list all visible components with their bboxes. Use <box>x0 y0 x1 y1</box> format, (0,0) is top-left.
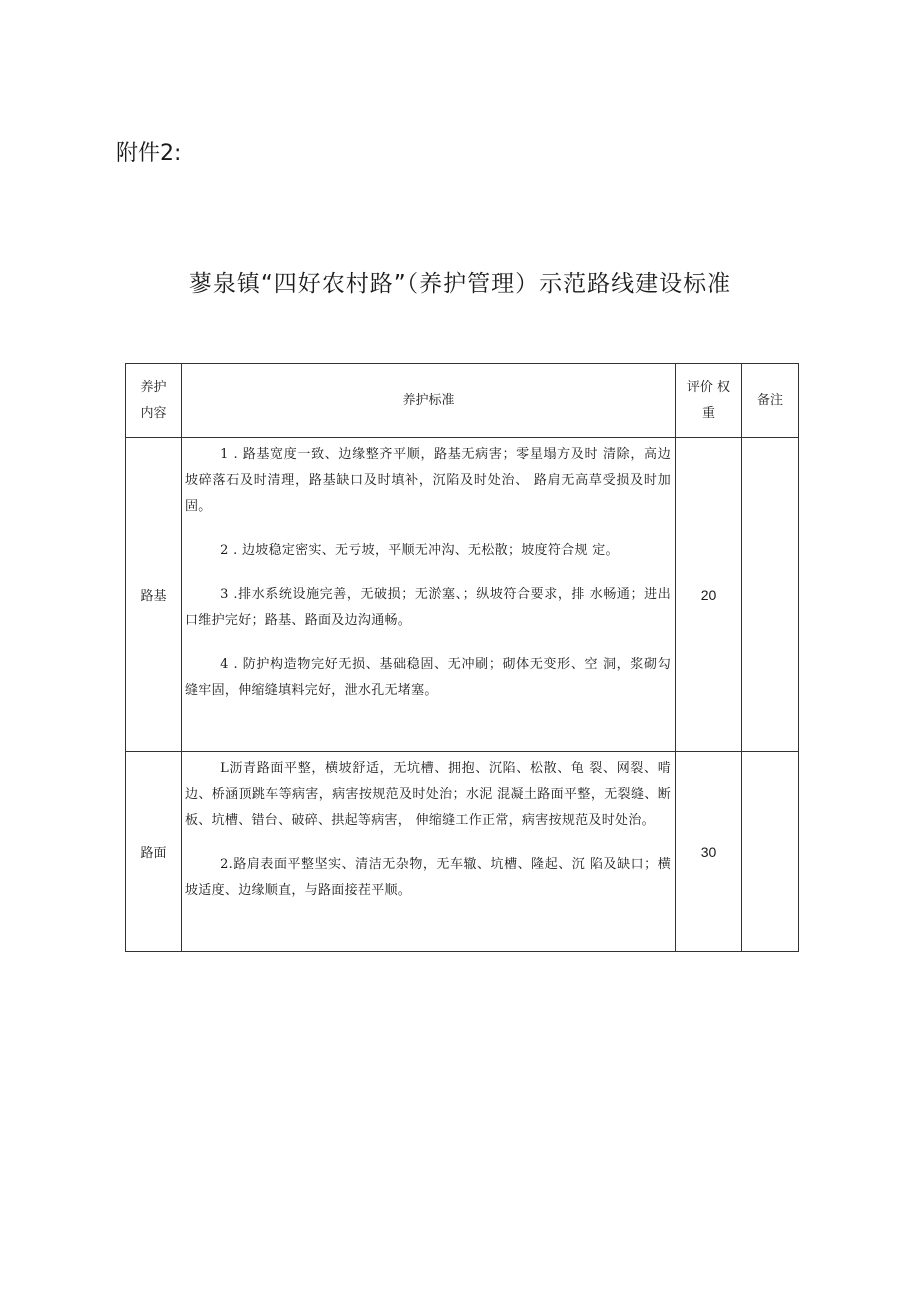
table-row <box>126 752 799 952</box>
row-weight-subgrade: 20 <box>676 438 742 752</box>
table-row <box>126 438 799 752</box>
table-header-row <box>126 364 799 438</box>
header-content: 养护内容 <box>126 364 182 438</box>
document-title: 蓼泉镇“四好农村路”（养护管理）示范路线建设标准 <box>188 271 732 297</box>
row-item-subgrade: 路基 <box>126 438 182 752</box>
row-weight-pavement: 30 <box>676 752 742 952</box>
row-item-pavement: 路面 <box>126 752 182 952</box>
standard-paragraph: 1 . 路基宽度一致、边缘整齐平顺，路基无病害；零星塌方及时 清除，高边坡碎落石及时清理，路基缺口及时填补，沉陷及时处治、 路肩无高草受损及时加固。 <box>185 447 671 514</box>
row-standards-pavement <box>182 752 676 952</box>
attachment-label: 附件2: <box>116 141 182 166</box>
standard-paragraph: 3 .排水系统设施完善，无破损；无淤塞、；纵坡符合要求，排 水畅通；进出口维护完好；路基、路面及边沟通畅。 <box>185 587 671 628</box>
row-remarks-subgrade <box>742 438 799 752</box>
row-remarks-pavement <box>742 752 799 952</box>
standard-paragraph: 2.路肩表面平整坚实、清洁无杂物，无车辙、坑槽、隆起、沉 陷及缺口；横坡适度、边缘顺直，与路面接茬平顺。 <box>185 857 671 898</box>
standard-paragraph: L沥青路面平整，横坡舒适，无坑槽、拥抱、沉陷、松散、龟 裂、网裂、啃边、桥涵顶跳车等病害，病害按规范及时处治；水泥 混凝土路面平整，无裂缝、断板、坑槽、错台、破碎、拱起等病害， 伸缩缝工作正常，病害按规范及时处治。 <box>185 761 671 828</box>
header-remarks: 备注 <box>742 364 799 438</box>
standard-paragraph: 2 . 边坡稳定密实、无亏坡，平顺无冲沟、无松散；坡度符合规 定。 <box>220 543 619 558</box>
header-standard: 养护标准 <box>182 364 676 438</box>
row-standards-subgrade <box>182 438 676 752</box>
header-weight: 评价 权重 <box>676 364 742 438</box>
standard-paragraph: 4 . 防护构造物完好无损、基础稳固、无冲刷；砌体无变形、空 洞，浆砌勾缝牢固，伸缩缝填料完好，泄水孔无堵塞。 <box>185 657 671 698</box>
standards-table <box>125 363 799 952</box>
